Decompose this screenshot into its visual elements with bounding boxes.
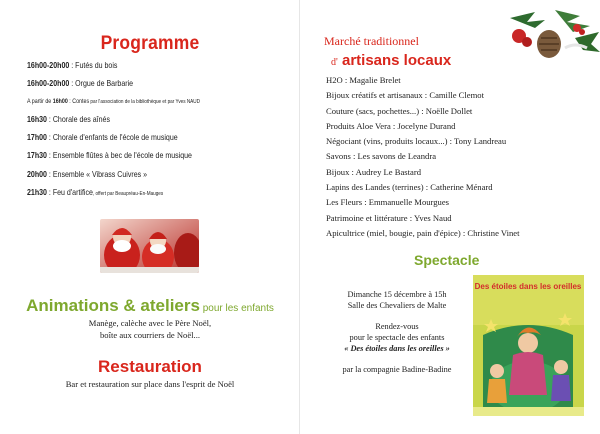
programme-item: [27, 187, 251, 205]
programme-text: : Futés du bois: [69, 61, 118, 70]
programme-prefix: A partir de: [27, 98, 53, 106]
restauration-text: Bar et restauration sur place dans l'esprit de Noël: [65, 379, 235, 389]
artisan-item: Couture (sacs, pochettes...) : Noëlle Dollet: [326, 105, 473, 116]
santa-figurines-photo: [100, 219, 199, 273]
market-heading-line-1: Marché traditionnel: [324, 34, 419, 48]
animations-line-1: Manège, calèche avec le Père Noël,: [88, 318, 212, 328]
spectacle-place: Salle des Chevaliers de Malte: [347, 301, 447, 310]
programme-time: 16h00-20h00: [27, 79, 70, 89]
animations-description: [0, 317, 300, 341]
programme-text: : Ensemble flûtes à bec de l'école de musique: [46, 151, 192, 161]
animations-line-2: boîte aux courriers de Noël...: [100, 330, 200, 340]
animations-title: [0, 296, 300, 316]
artisans-list: [326, 75, 596, 243]
market-heading-bold: artisans locaux: [337, 52, 452, 69]
programme-title: Programme: [100, 33, 200, 54]
artisan-item: Bijoux créatifs et artisanaux : Camille Clemot: [326, 90, 484, 101]
animations-heading-suffix: pour les enfants: [199, 303, 274, 314]
poster-title: Des étoiles dans les oreilles: [474, 282, 582, 291]
programme-text: : Orgue de Barbarie: [69, 79, 134, 89]
artisan-item: H2O : Magalie Brelet: [326, 75, 401, 85]
programme-item: [27, 60, 251, 78]
spectacle-title: Spectacle: [414, 252, 480, 268]
artisan-item: Produits Aloe Vera : Jocelyne Durand: [326, 120, 456, 131]
company-line: par la compagnie Badine-Badine: [342, 365, 452, 374]
market-heading-line-2: [331, 52, 451, 70]
animations-heading: Animations & ateliers: [26, 296, 200, 315]
programme-text: : Chorale des aînés: [46, 115, 110, 125]
artisan-item: Apicultrice (miel, bougie, pain d'épice) : Christine Vinet: [326, 227, 520, 238]
programme-note: , offert par Beaupréau-En-Mauges: [92, 190, 164, 197]
artisan-item: Lapins des Landes (terrines) : Catherine Ménard: [326, 182, 493, 193]
programme-time: 21h30: [27, 187, 47, 197]
programme-text: : Ensemble « Vibrass Cuivres »: [46, 169, 148, 179]
programme-item: [27, 150, 251, 168]
show-name: « Des étoiles dans les oreilles »: [344, 344, 450, 353]
spectacle-details: [322, 289, 472, 375]
programme-list: [27, 60, 287, 205]
market-heading-prefix: d': [331, 57, 338, 68]
programme-time: 20h00: [27, 169, 47, 179]
programme-item: [27, 132, 251, 150]
programme-time: 17h30: [27, 151, 47, 161]
artisan-item: Bijoux : Audrey Le Bastard: [326, 166, 421, 177]
programme-time: 17h00: [27, 133, 47, 143]
programme-item: [27, 78, 251, 96]
spectacle-date: Dimanche 15 décembre à 15h: [347, 290, 447, 299]
rdv-line-1: Rendez-vous: [375, 322, 419, 331]
programme-time: 16h00: [52, 98, 68, 106]
artisan-item: Savons : Les savons de Leandra: [326, 151, 437, 162]
programme-note: par l'association de la bibliothèque et par Yves NAUD: [89, 99, 200, 106]
christmas-decoration-image: [505, 8, 600, 64]
spectacle-poster: [473, 275, 584, 416]
programme-text: : Chorale d'enfants de l'école de musique: [46, 133, 178, 143]
programme-text: : Feu d'artifice: [46, 187, 93, 197]
artisan-item: Patrimoine et littérature : Yves Naud: [326, 212, 452, 223]
programme-item: [27, 96, 251, 114]
artisan-item: Négociant (vins, produits locaux...) : Tony Landreau: [326, 136, 507, 147]
restauration-title: Restauration: [98, 357, 202, 376]
programme-time: 16h30: [27, 115, 47, 125]
programme-text: : Contes: [67, 98, 90, 106]
programme-item: [27, 169, 251, 187]
artisan-item: Les Fleurs : Emmanuelle Mourgues: [326, 197, 449, 208]
programme-time: 16h00-20h00: [27, 61, 70, 70]
programme-item: [27, 114, 251, 132]
rdv-line-2: pour le spectacle des enfants: [349, 333, 445, 342]
